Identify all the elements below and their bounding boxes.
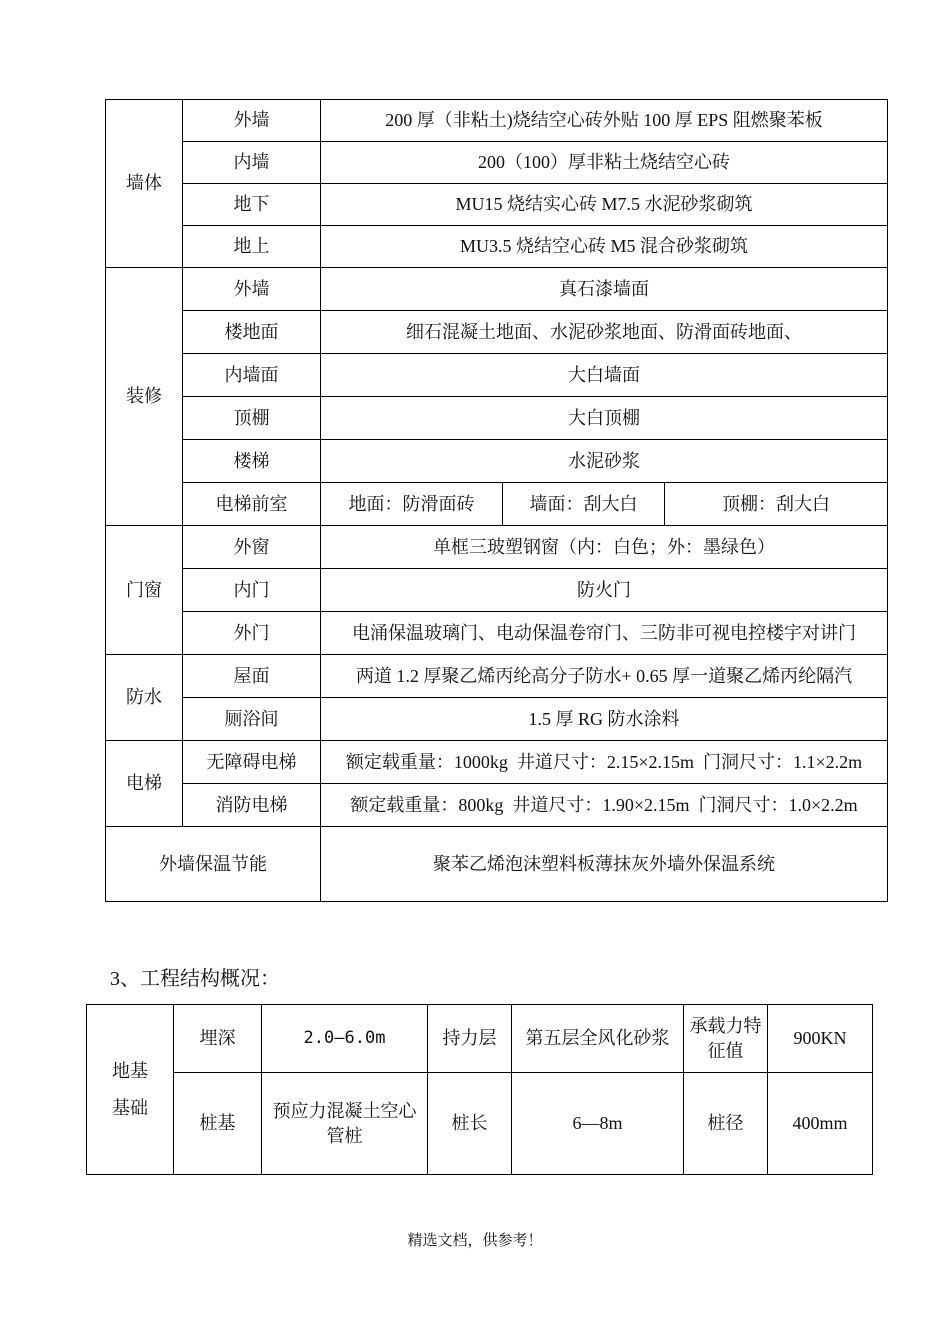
page-footer: 精选文档，供参考！ [407,1233,543,1249]
building-spec-table [105,99,888,902]
insulation-value: 聚苯乙烯泡沫塑料板薄抹灰外墙外保温系统 [321,827,888,902]
row-label: 屋面 [183,655,321,698]
row-value: 200（100）厚非粘土烧结空心砖 [321,142,888,184]
cell: 400mm [768,1073,873,1175]
row-label: 内墙 [183,142,321,184]
row-label: 外墙 [183,268,321,311]
structure-table [86,1004,873,1175]
cell: 900KN [768,1005,873,1073]
cell: 2.0—6.0m [262,1005,428,1073]
row-value: 额定载重量：800kg 井道尺寸：1.90×2.15m 门洞尺寸：1.0×2.2m [321,784,888,827]
row-label: 地下 [183,184,321,226]
cell: 6—8m [512,1073,684,1175]
row-label: 内墙面 [183,354,321,397]
row-label: 无障碍电梯 [183,741,321,784]
row-value: 水泥砂浆 [321,440,888,483]
row-label: 消防电梯 [183,784,321,827]
row-value: 额定载重量：1000kg 井道尺寸：2.15×2.15m 门洞尺寸：1.1×2.2m [321,741,888,784]
row-label: 楼梯 [183,440,321,483]
cell: 预应力混凝土空心管桩 [262,1073,428,1175]
row-value: 两道 1.2 厚聚乙烯丙纶高分子防水+ 0.65 厚一道聚乙烯丙纶隔汽 [321,655,888,698]
row-label: 地上 [183,226,321,268]
lobby-wall: 墙面：刮大白 [503,483,665,526]
cell: 桩长 [428,1073,512,1175]
group-doors-windows: 门窗 [106,526,183,655]
row-value: 单框三玻塑钢窗（内：白色；外：墨绿色） [321,526,888,569]
section-heading: 3、工程结构概况： [110,968,280,990]
row-value: MU3.5 烧结空心砖 M5 混合砂浆砌筑 [321,226,888,268]
group-foundation-line2: 基础 [112,1097,148,1118]
row-value: 电涌保温玻璃门、电动保温卷帘门、三防非可视电控楼宇对讲门 [321,612,888,655]
row-value: 大白墙面 [321,354,888,397]
group-foundation [87,1005,174,1175]
row-value: 200 厚（非粘土)烧结空心砖外贴 100 厚 EPS 阻燃聚苯板 [321,100,888,142]
row-label: 内门 [183,569,321,612]
row-value: 防火门 [321,569,888,612]
cell: 持力层 [428,1005,512,1073]
row-label: 顶棚 [183,397,321,440]
row-label: 外窗 [183,526,321,569]
row-value: 大白顶棚 [321,397,888,440]
cell: 承载力特征值 [684,1005,768,1073]
group-wall: 墙体 [106,100,183,268]
group-elevator: 电梯 [106,741,183,827]
row-label: 外墙 [183,100,321,142]
cell: 桩基 [174,1073,262,1175]
row-value: 1.5 厚 RG 防水涂料 [321,698,888,741]
row-label: 楼地面 [183,311,321,354]
row-value: 真石漆墙面 [321,268,888,311]
row-value: 细石混凝土地面、水泥砂浆地面、防滑面砖地面、 [321,311,888,354]
group-decoration: 装修 [106,268,183,526]
group-waterproof: 防水 [106,655,183,741]
cell: 埋深 [174,1005,262,1073]
cell: 第五层全风化砂浆 [512,1005,684,1073]
row-label: 外门 [183,612,321,655]
row-label: 厕浴间 [183,698,321,741]
row-label: 电梯前室 [183,483,321,526]
row-value: MU15 烧结实心砖 M7.5 水泥砂浆砌筑 [321,184,888,226]
lobby-floor: 地面：防滑面砖 [321,483,503,526]
cell: 桩径 [684,1073,768,1175]
lobby-ceiling: 顶棚：刮大白 [665,483,888,526]
group-foundation-line1: 地基 [112,1061,148,1082]
insulation-label: 外墙保温节能 [106,827,321,902]
